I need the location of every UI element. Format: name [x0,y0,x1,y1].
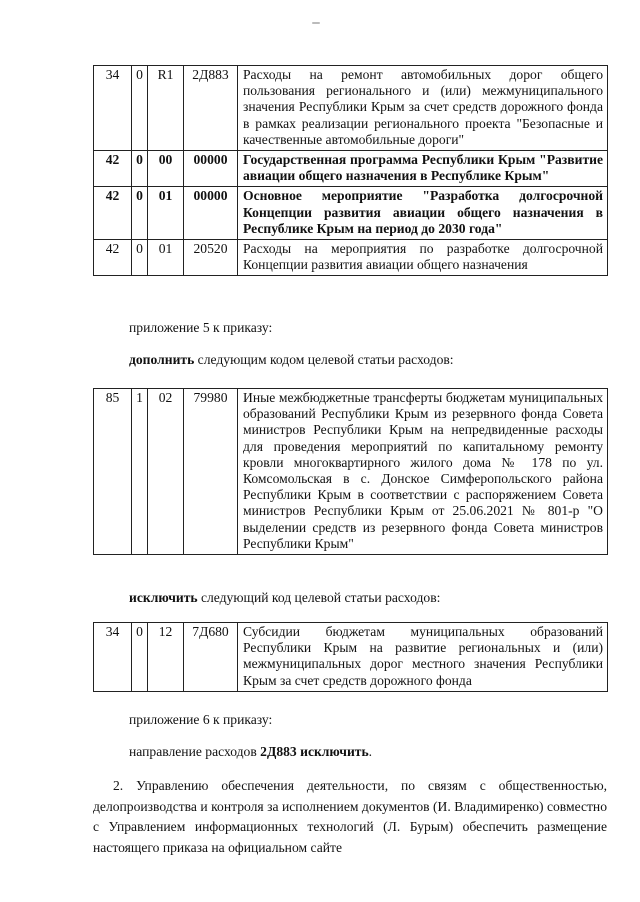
table-row [94,66,608,151]
code-cell-c4: 20520 [184,240,238,276]
code-cell-c3: 02 [148,389,184,555]
code-cell-c3: R1 [148,66,184,151]
add-instruction-text: следующим кодом целевой статьи расходов: [194,352,454,367]
code-cell-c1: 42 [94,240,132,276]
exclude-instruction-text: следующий код целевой статьи расходов: [197,590,441,605]
exclude-keyword: исключить [129,590,198,605]
expense-description-cell: Иные межбюджетные трансферты бюджетам муниципальных образований Республики Крым из резервного фонда Совета министров Республики Крым на непредвиденные расходы для проведения мероприятий по капитальному ремонту кровли многоквартирного жилого дома № 178 по ул. Комсомольская в с. Донское Симферопольского района Республики Крым в соответствии с распоряжением Совета министров Республики Крым от 25.06.2021 № 801-р "О выделении средств из резервного фонда Совета министров Республики Крым" [238,389,608,555]
direction-end: . [368,744,373,759]
table-row [94,187,608,240]
code-cell-c2: 1 [132,389,148,555]
code-cell-c4: 2Д883 [184,66,238,151]
code-cell-c3: 01 [148,240,184,276]
code-cell-c4: 00000 [184,151,238,187]
budget-codes-table-1 [93,65,608,276]
expense-description-cell: Основное мероприятие "Разработка долгосрочной Концепции развития авиации общего назначения в Республике Крым на период до 2030 года" [238,187,608,240]
code-cell-c3: 12 [148,623,184,692]
code-cell-c1: 34 [94,623,132,692]
appendix-6-line: приложение 6 к приказу: [129,712,273,727]
code-cell-c2: 0 [132,151,148,187]
code-cell-c2: 0 [132,240,148,276]
budget-codes-table-3 [93,622,608,692]
expense-description-cell: Субсидии бюджетам муниципальных образований Республики Крым на развитие региональных и (или) межмуниципальных дорог местного значения Республики Крым за счет средств дорожного фонда [238,623,608,692]
budget-codes-table-2 [93,388,608,555]
direction-line [129,744,372,760]
code-cell-c3: 01 [148,187,184,240]
exclude-instruction-line [129,590,440,606]
table-row [94,240,608,276]
code-cell-c1: 42 [94,151,132,187]
code-cell-c3: 00 [148,151,184,187]
expense-description-cell: Расходы на ремонт автомобильных дорог общего пользования регионального и (или) межмуниципального значения Республики Крым за счет средств дорожного фонда в рамках реализации регионального проекта "Безопасные и качественные автомобильные дороги" [238,66,608,151]
code-cell-c1: 42 [94,187,132,240]
code-cell-c2: 0 [132,623,148,692]
table-row [94,151,608,187]
add-keyword: дополнить [129,352,195,367]
code-cell-c4: 00000 [184,187,238,240]
scan-mark [312,22,320,24]
table-row [94,623,608,692]
paragraph-2: 2. Управлению обеспечения деятельности, по связям с общественностью, делопроизводства и контроля за исполнением документов (И. Владимиренко) совместно с Управлением информационных технологий (Л. Бурым) обеспечить размещение настоящего приказа на официальном сайте [93,778,607,855]
add-instruction-line [129,352,454,368]
code-cell-c2: 0 [132,187,148,240]
direction-code: 2Д883 исключить [260,744,369,759]
code-cell-c1: 34 [94,66,132,151]
code-cell-c4: 7Д680 [184,623,238,692]
expense-description-cell: Расходы на мероприятия по разработке долгосрочной Концепции развития авиации общего назначения [238,240,608,276]
code-cell-c1: 85 [94,389,132,555]
expense-description-cell: Государственная программа Республики Крым "Развитие авиации общего назначения в Республике Крым" [238,151,608,187]
table-row [94,389,608,555]
appendix-5-line: приложение 5 к приказу: [129,320,273,335]
code-cell-c2: 0 [132,66,148,151]
code-cell-c4: 79980 [184,389,238,555]
direction-text: направление расходов [129,744,261,759]
